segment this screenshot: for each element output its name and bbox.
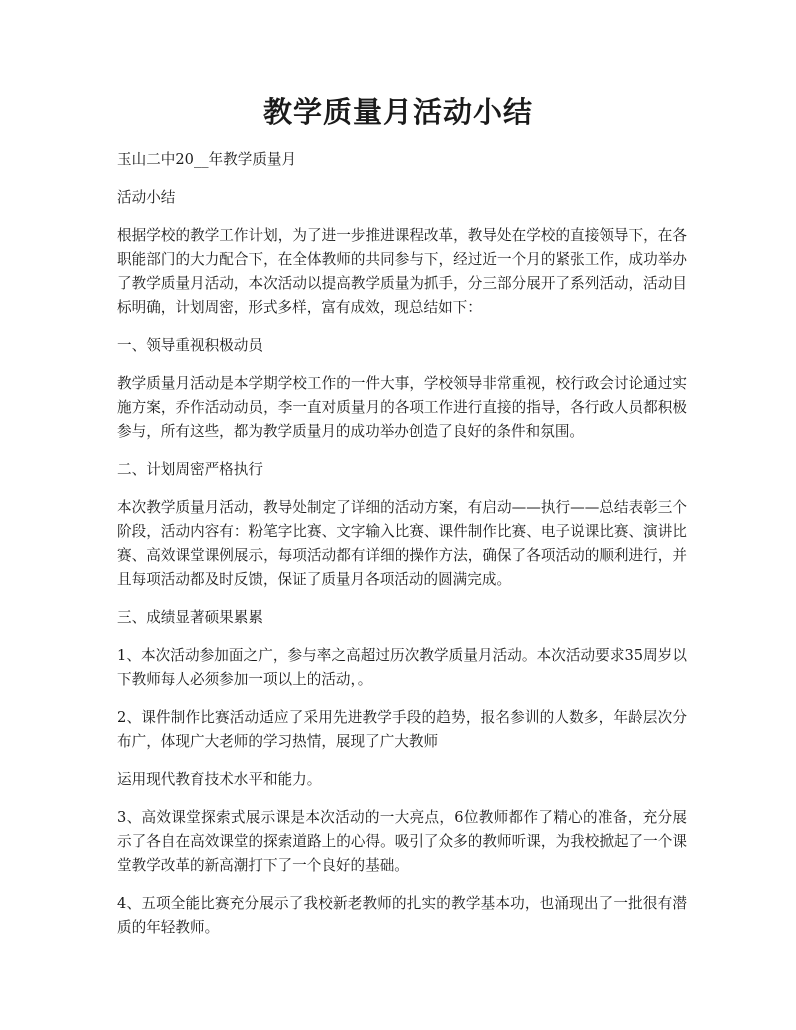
paragraph: 根据学校的教学工作计划，为了进一步推进课程改革，教导处在学校的直接领导下，在各职能部门的大力配合下，在全体教师的共同参与下，经过近一个月的紧张工作，成功举办了教学质量月活动，本次活动以提高教学质量为抓手，分三部分展开了系列活动，活动目标明确，计划周密，形式多样，富有成效，现总结如下： <box>117 227 687 316</box>
paragraph: 活动小结 <box>117 189 176 206</box>
paragraph: 本次教学质量月活动，教导处制定了详细的活动方案，有启动——执行——总结表彰三个阶段，活动内容有：粉笔字比赛、文字输入比赛、课件制作比赛、电子说课比赛、演讲比赛、高效课堂课例展示，每项活动都有详细的操作方法，确保了各项活动的顺利进行，并且每项活动都及时反馈，保证了质量月各项活动的圆满完成。 <box>117 499 687 588</box>
paragraph: 运用现代教育技术水平和能力。 <box>117 771 322 788</box>
paragraph: 3、高效课堂探索式展示课是本次活动的一大亮点，6位教师都作了精心的准备，充分展示了各自在高效课堂的探索道路上的心得。吸引了众多的教师听课，为我校掀起了一个课堂教学改革的新高潮打下了一个良好的基础。 <box>117 809 687 874</box>
document-title: 教学质量月活动小结 <box>262 95 533 129</box>
section-heading: 三、成绩显著硕果累累 <box>117 609 263 626</box>
paragraph: 教学质量月活动是本学期学校工作的一件大事，学校领导非常重视，校行政会讨论通过实施方案，乔作活动动员，李一直对质量月的各项工作进行直接的指导，各行政人员都积极参与，所有这些，都为教学质量月的成功举办创造了良好的条件和氛围。 <box>117 375 687 440</box>
section-heading: 一、领导重视积极动员 <box>117 337 263 354</box>
paragraph: 1、本次活动参加面之广，参与率之高超过历次教学质量月活动。本次活动要求35周岁以下教师每人必须参加一项以上的活动，。 <box>117 647 687 688</box>
paragraph: 2、课件制作比赛活动适应了采用先进教学手段的趋势，报名参训的人数多，年龄层次分布广，体现广大老师的学习热情，展现了广大教师 <box>117 709 687 750</box>
paragraph: 4、五项全能比赛充分展示了我校新老教师的扎实的教学基本功，也涌现出了一批很有潜质的年轻教师。 <box>117 895 687 936</box>
document-body <box>117 148 687 954</box>
section-heading: 二、计划周密严格执行 <box>117 461 263 478</box>
paragraph: 玉山二中20__年教学质量月 <box>117 151 297 168</box>
